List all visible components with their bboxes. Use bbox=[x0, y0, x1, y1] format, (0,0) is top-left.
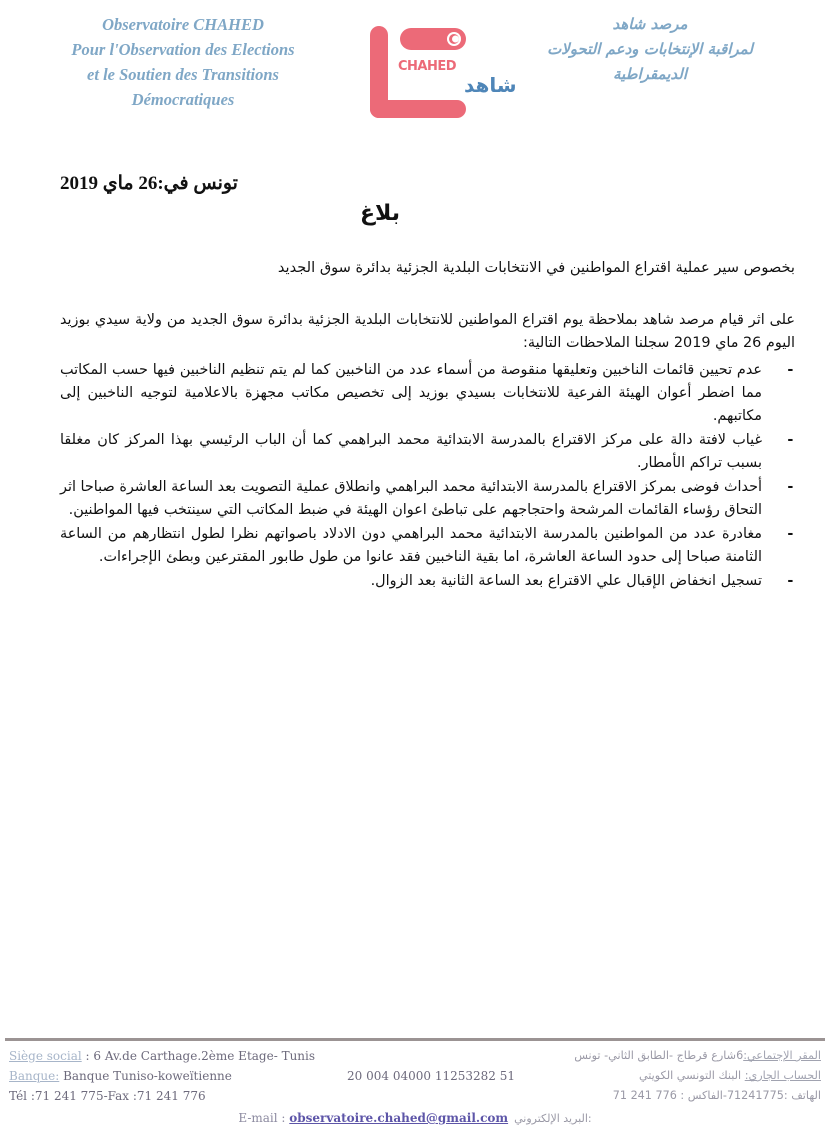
letterhead-french bbox=[18, 12, 348, 112]
footer-arabic-column bbox=[521, 1046, 821, 1106]
observation-text: تسجيل انخفاض الإقبال علي الاقتراع بعد الساعة الثانية بعد الزوال. bbox=[370, 573, 762, 589]
bullet-dash: - bbox=[787, 526, 793, 542]
footer-ar-address-value: 6شارع قرطاج -الطابق الثاني- تونس bbox=[574, 1049, 744, 1062]
logo-arabic-text: شاهد bbox=[464, 73, 517, 97]
observation-item bbox=[60, 359, 795, 428]
footer-ar-bank bbox=[521, 1066, 821, 1086]
document-title: بلاغ bbox=[360, 201, 400, 226]
observation-text: غياب لافتة دالة على مركز الاقتراع بالمدرسة الابتدائية محمد البراهمي كما أن الباب الرئيسي بهذا المركز كان مغلقا بسبب تراكم الأمطار. bbox=[60, 432, 762, 471]
letterhead-french-line: Démocratiques bbox=[131, 90, 235, 109]
footer-french-column bbox=[9, 1046, 316, 1106]
document-subject: بخصوص سير عملية اقتراع المواطنين في الانتخابات البلدية الجزئية بدائرة سوق الجديد bbox=[277, 259, 795, 276]
observation-text: عدم تحيين قائمات الناخبين وتعليقها منقوصة من أسماء عدد من الناخبين كما لم يتم تنظيم الناخبين فيها حسب المكاتب مما اضطر أعوان الهيئة الفرعية للانتخابات بسيدي بوزيد إلى تخصيص مكاتب مجهزة بالاعلامية لتوجيه الناخبين إلى مكاتبهم. bbox=[60, 362, 762, 424]
footer bbox=[9, 1046, 821, 1106]
letterhead-arabic-line: لمراقبة الإنتخابات ودعم التحولات bbox=[547, 40, 753, 58]
bullet-dash: - bbox=[787, 362, 793, 378]
observations-list bbox=[60, 359, 795, 593]
footer-bank-label: Banque: bbox=[9, 1069, 60, 1083]
footer-ar-phone-fax-text: الهاتف :71241775-الفاكس : 776 241 71 bbox=[612, 1089, 821, 1102]
observation-item bbox=[60, 429, 795, 475]
observation-item bbox=[60, 476, 795, 522]
bullet-dash: - bbox=[787, 479, 793, 495]
observation-item bbox=[60, 570, 795, 593]
footer-spacer bbox=[315, 1046, 515, 1066]
footer-bank-value: Banque Tuniso-koweïtienne bbox=[59, 1069, 232, 1083]
footer-bank bbox=[9, 1066, 309, 1086]
letterhead-french-line: Pour l'Observation des Elections bbox=[71, 40, 295, 59]
chahed-logo bbox=[368, 22, 517, 120]
logo-latin-text: CHAHED bbox=[398, 59, 457, 74]
footer-ar-phone-fax bbox=[521, 1086, 821, 1106]
document-intro: على اثر قيام مرصد شاهد بملاحظة يوم اقتراع المواطنين للانتخابات البلدية الجزئية بدائرة سوق الجديد من ولاية سيدي بوزيد اليوم 26 ماي 2019 سجلنا الملاحظات التالية: bbox=[60, 312, 795, 351]
email-label: E-mail : bbox=[238, 1111, 290, 1125]
bullet-dash: - bbox=[787, 573, 793, 589]
letterhead-arabic-line: مرصد شاهد bbox=[612, 15, 688, 33]
letterhead-french-line: Observatoire CHAHED bbox=[102, 15, 264, 34]
chahed-logo-icon bbox=[368, 22, 517, 120]
footer-ar-address bbox=[521, 1046, 821, 1066]
footer-ar-bank-value: البنك التونسي الكويتي bbox=[638, 1069, 745, 1082]
letterhead-french-line: et le Soutien des Transitions bbox=[87, 65, 279, 84]
email-link[interactable]: observatoire.chahed@gmail.com bbox=[289, 1111, 509, 1125]
footer-phone-fax bbox=[9, 1086, 309, 1106]
footer-address bbox=[9, 1046, 316, 1066]
footer-ar-address-label: المقر الإجتماعي: bbox=[743, 1049, 821, 1062]
footer-address-value: : 6 Av.de Carthage.2ème Etage- Tunis bbox=[81, 1049, 316, 1063]
footer-address-label: Siège social bbox=[9, 1049, 82, 1063]
letterhead-arabic-line: الديمقراطية bbox=[613, 65, 687, 83]
document-body bbox=[60, 309, 795, 594]
observation-text: مغادرة عدد من المواطنين بالمدرسة الابتدائية محمد البراهمي دون الادلاد باصواتهم نظرا لطول انتظارهم من الساعة الثامنة صباحا إلى حدود الساعة العاشرة، اما بقية الناخبين فقد عانوا من طول طابور المقترعين وبطئ الإجراءات. bbox=[60, 526, 762, 565]
footer-divider bbox=[5, 1038, 825, 1041]
footer-ar-bank-label: الحساب الجاري: bbox=[744, 1069, 821, 1082]
footer-middle-column bbox=[315, 1046, 515, 1106]
footer-account-number bbox=[315, 1066, 515, 1086]
observation-item bbox=[60, 523, 795, 569]
footer-ar-email-label: البريد الإلكتروني: bbox=[514, 1112, 592, 1125]
letterhead-arabic bbox=[500, 12, 800, 87]
observation-text: أحداث فوضى بمركز الاقتراع بالمدرسة الابتدائية محمد البراهمي وانطلاق عملية التصويت بعد الساعة العاشرة صباحا اثر التحاق رؤساء القائمات المرشحة واحتجاجهم على تباطئ اعوان الهيئة في ضبط المكاتب التي سينتخب فيها المواطنين. bbox=[60, 479, 762, 518]
bullet-dash: - bbox=[787, 432, 793, 448]
document-date: تونس في:26 ماي 2019 bbox=[60, 173, 238, 194]
phone-fax-text: Tél :71 241 775-Fax :71 241 776 bbox=[9, 1089, 206, 1103]
footer-email bbox=[180, 1108, 650, 1129]
account-number-text: 20 004 04000 11253282 51 bbox=[347, 1069, 515, 1083]
